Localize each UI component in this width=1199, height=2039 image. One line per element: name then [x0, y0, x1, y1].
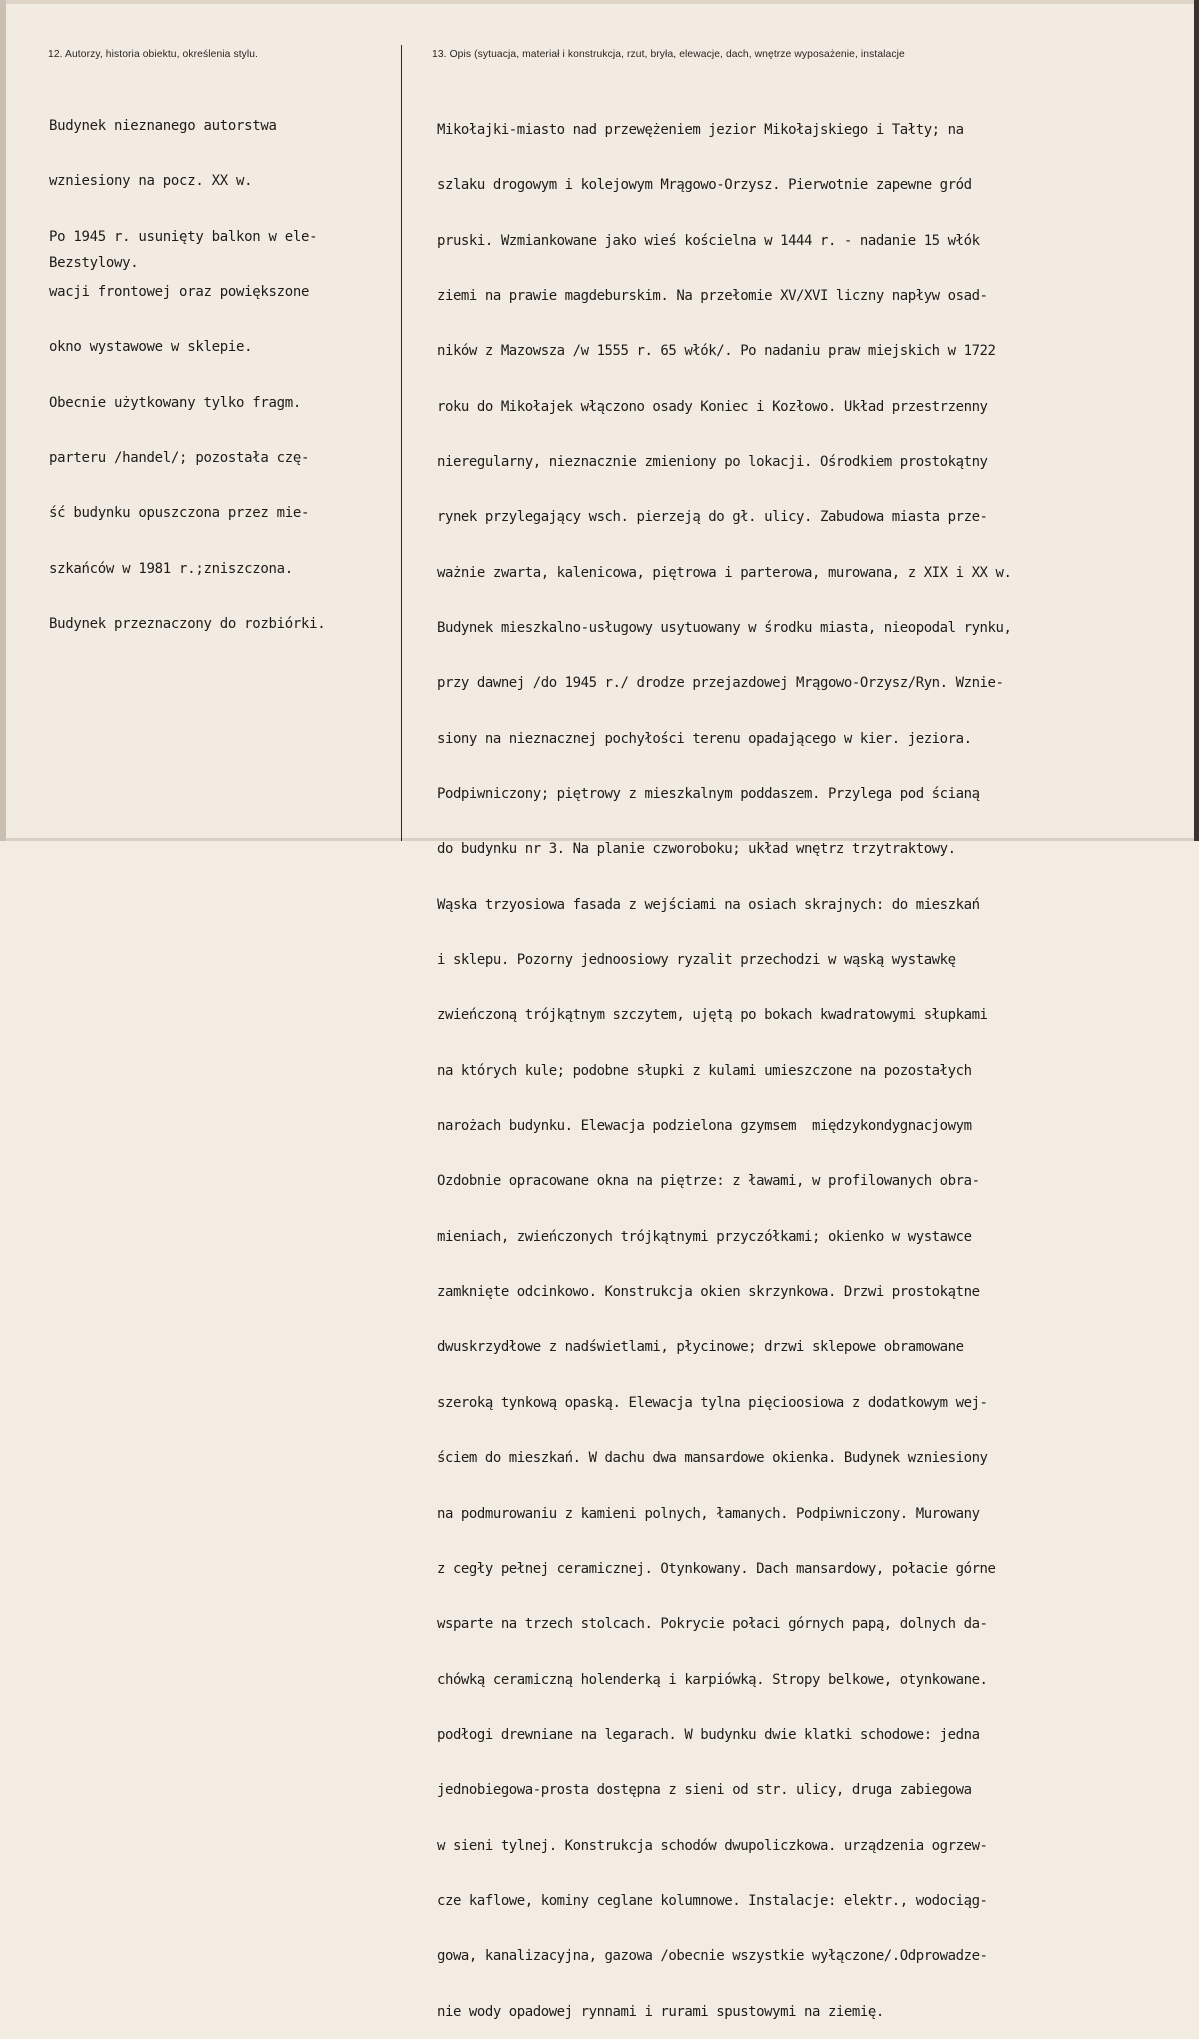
text-line: wzniesiony na pocz. XX w.	[49, 173, 253, 190]
text-line: Obecnie użytkowany tylko fragm.	[49, 394, 301, 411]
text-line: parteru /handel/; pozostała czę-	[49, 449, 310, 466]
text-line: rynek przylegający wsch. pierzeją do gł. ulicy. Zabudowa miasta prze-	[437, 509, 988, 526]
section-12-header: 12. Autorzy, historia obiektu, określenia stylu.	[48, 49, 259, 60]
text-line: przy dawnej /do 1945 r./ drodze przejazdowej Mrągowo-Orzysz/Ryn. Wznie-	[437, 675, 1004, 692]
text-line: szlaku drogowym i kolejowym Mrągowo-Orzysz. Pierwotnie zapewne gród	[437, 177, 972, 194]
text-line: jednobiegowa-prosta dostępna z sieni od str. ulicy, druga zabiegowa	[437, 1782, 972, 1799]
description-text	[437, 84, 1011, 2039]
text-line: chówką ceramiczną holenderką i karpiówką. Stropy belkowe, otynkowane.	[437, 1671, 988, 1688]
text-line: Budynek mieszkalno-usługowy usytuowany w środku miasta, nieopodal rynku,	[437, 620, 1012, 636]
page-edge-left	[0, 0, 6, 841]
authors-history-text	[49, 80, 325, 652]
text-line: ważnie zwarta, kalenicowa, piętrowa i parterowa, murowana, z XIX i XX w.	[437, 564, 1012, 581]
text-line: szeroką tynkową opaską. Elewacja tylna pięcioosiowa z dodatkowym wej-	[437, 1394, 988, 1411]
text-line: do budynku nr 3. Na planie czworoboku; układ wnętrz trzytraktowy.	[437, 841, 956, 858]
text-line: Budynek nieznanego autorstwa	[49, 117, 277, 134]
column-divider	[401, 45, 402, 841]
text-line: wsparte na trzech stolcach. Pokrycie połaci górnych papą, dolnych da-	[437, 1616, 988, 1633]
text-line: gowa, kanalizacyjna, gazowa /obecnie wszystkie wyłączone/.Odprowadze-	[437, 1948, 988, 1965]
section-13-header: 13. Opis (sytuacja, materiał i konstrukcja, rzut, bryła, elewacje, dach, wnętrze wyposażenie, instalacje	[432, 49, 905, 60]
text-line: podłogi drewniane na legarach. W budynku dwie klatki schodowe: jedna	[437, 1726, 980, 1743]
text-line: Wąska trzyosiowa fasada z wejściami na osiach skrajnych: do mieszkań	[437, 896, 980, 913]
text-line: ników z Mazowsza /w 1555 r. 65 włók/. Po nadaniu praw miejskich w 1722	[437, 343, 996, 360]
text-line: na podmurowaniu z kamieni polnych, łamanych. Podpiwniczony. Murowany	[437, 1505, 980, 1522]
page-edge-top	[0, 0, 1199, 4]
text-line: Ozdobnie opracowane okna na piętrze: z ławami, w profilowanych obra-	[437, 1173, 980, 1190]
text-line: cze kaflowe, kominy ceglane kolumnowe. Instalacje: elektr., wodociąg-	[437, 1892, 988, 1909]
text-line: roku do Mikołajek włączono osady Koniec i Kozłowo. Układ przestrzenny	[437, 398, 988, 415]
text-line: w sieni tylnej. Konstrukcja schodów dwupoliczkowa. urządzenia ogrzew-	[437, 1837, 988, 1854]
text-line: siony na nieznacznej pochyłości terenu opadającego w kier. jeziora.	[437, 730, 972, 747]
text-line: Budynek przeznaczony do rozbiórki.	[49, 616, 326, 632]
text-line: Po 1945 r. usunięty balkon w ele-	[49, 228, 318, 245]
text-line: nie wody opadowej rynnami i rurami spustowymi na ziemię.	[437, 2003, 884, 2020]
text-line: zwieńczoną trójkątnym szczytem, ujętą po bokach kwadratowymi słupkami	[437, 1007, 988, 1024]
text-line: wacji frontowej oraz powiększone	[49, 283, 310, 300]
text-line: ziemi na prawie magdeburskim. Na przełomie XV/XVI liczny napływ osad-	[437, 287, 988, 304]
style-classification: Bezstylowy.	[49, 255, 139, 271]
text-line: z cegły pełnej ceramicznej. Otynkowany. Dach mansardowy, połacie górne	[437, 1560, 996, 1577]
text-line: ść budynku opuszczona przez mie-	[49, 505, 310, 522]
text-line: mieniach, zwieńczonych trójkątnymi przyczółkami; okienko w wystawce	[437, 1228, 972, 1245]
text-line: na których kule; podobne słupki z kulami umieszczone na pozostałych	[437, 1062, 972, 1079]
text-line: szkańców w 1981 r.;zniszczona.	[49, 560, 293, 577]
text-line: zamknięte odcinkowo. Konstrukcja okien skrzynkowa. Drzwi prostokątne	[437, 1284, 980, 1301]
text-line: ściem do mieszkań. W dachu dwa mansardowe okienka. Budynek wzniesiony	[437, 1450, 988, 1467]
text-line: Podpiwniczony; piętrowy z mieszkalnym poddaszem. Przylega pod ścianą	[437, 786, 980, 803]
text-line: pruski. Wzmiankowane jako wieś kościelna w 1444 r. - nadanie 15 włók	[437, 232, 980, 249]
text-line: Mikołajki-miasto nad przewężeniem jezior Mikołajskiego i Tałty; na	[437, 121, 964, 138]
text-line: narożach budynku. Elewacja podzielona gzymsem międzykondygnacjowym	[437, 1118, 972, 1135]
text-line: nieregularny, nieznacznie zmieniony po lokacji. Ośrodkiem prostokątny	[437, 453, 988, 470]
text-line: dwuskrzydłowe z nadświetlami, płycinowe; drzwi sklepowe obramowane	[437, 1339, 964, 1356]
text-line: i sklepu. Pozorny jednoosiowy ryzalit przechodzi w wąską wystawkę	[437, 952, 956, 969]
page-edge-right	[1194, 0, 1199, 841]
text-line: okno wystawowe w sklepie.	[49, 339, 253, 356]
